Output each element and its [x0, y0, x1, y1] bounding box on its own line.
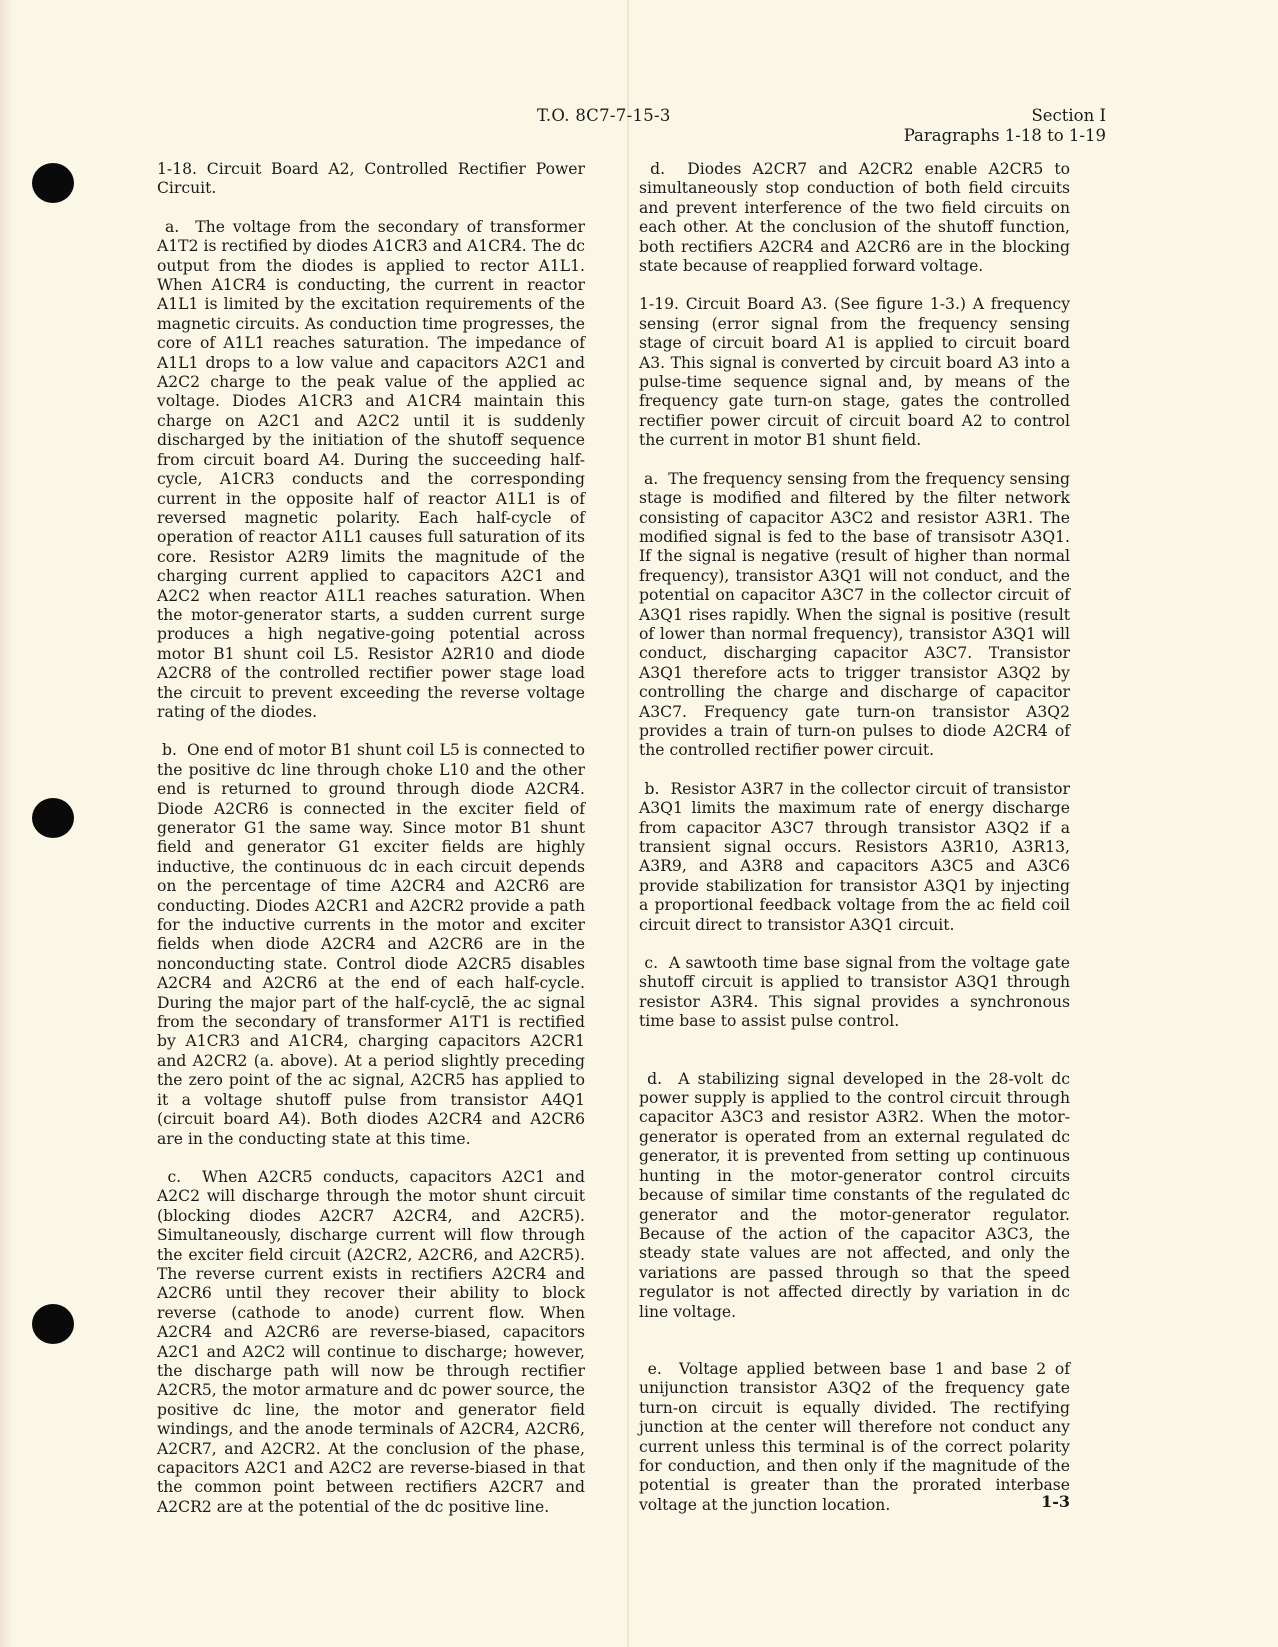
paragraph-text: Voltage applied between base 1 and base 2 of unijunction transistor A3Q2 of the frequency gate turn-on circuit is equally divided. The rectifying junction at the center will therefore not conduct any current unless this terminal is of the correct polarity for conduction, and then only if the magnitude of the potential is greater than the prorated interbase voltage at the junction location. — [639, 1359, 1070, 1514]
paragraph-label: b. — [644, 779, 660, 798]
paragraph-text: One end of motor B1 shunt coil L5 is connected to the positive dc line through choke L10 and the other end is returned to ground through diode A2CR4. Diode A2CR6 is connected in the exciter field of generator G1 the same way. Since motor B1 shunt field and generator G1 exciter fields are highly inductive, the continuous dc in each circuit depends on the percentage of time A2CR4 and A2CR6 are conducting. Diodes A2CR1 and A2CR2 provide a path for the inductive currents in the motor and exciter fields when diode A2CR4 and A2CR6 are in the nonconducting state. Control diode A2CR5 disables A2CR4 and A2CR6 at the end of each half-cycle. During the major part of the half-cyclē, the ac signal from the secondary of transformer A1T1 is rectified by A1CR3 and A1CR4, charging capacitors A2CR1 and A2CR2 (a. above). At a period slightly preceding the zero point of the ac signal, A2CR5 has applied to it a voltage shutoff pulse from transistor A4Q1 (circuit board A4). Both diodes A2CR4 and A2CR6 are in the conducting state at this time. — [157, 741, 586, 1148]
paragraph-label: d. — [650, 160, 666, 178]
right-column — [639, 160, 1070, 1534]
paragraph-1-19-b — [639, 780, 1070, 935]
paragraph-label: a. — [165, 217, 180, 236]
paragraph-text: The frequency sensing from the frequency sensing stage is modified and filtered by the filter network consisting of capacitor A3C2 and resistor A3R1. The modified signal is fed to the base of transisotr A3Q1. If the signal is negative (result of higher than normal frequency), transistor A3Q1 will not conduct, and the potential on capacitor A3C7 in the collector circuit of A3Q1 rises rapidly. When the signal is positive (result of lower than normal frequency), transistor A3Q1 will conduct, discharging capacitor A3C7. Transistor A3Q1 therefore acts to trigger transistor A3Q2 by controlling the charge and discharge of capacitor A3C7. Frequency gate turn-on transistor A3Q2 provides a train of turn-on pulses to diode A2CR4 of the controlled rectifier power circuit. — [639, 469, 1070, 760]
paragraph-1-19-d — [639, 1070, 1070, 1322]
document-number: T.O. 8C7-7-15-3 — [537, 106, 671, 125]
paragraph-heading-1-19 — [639, 295, 1070, 450]
paragraph-text: Diodes A2CR7 and A2CR2 enable A2CR5 to simultaneously stop conduction of both field circuits and prevent interference of the two field circuits on each other. At the conclusion of the shutoff function, both rectifiers A2CR4 and A2CR6 are in the blocking state because of reapplied forward voltage. — [639, 160, 1071, 276]
paragraph-heading-1-18: 1-18. Circuit Board A2, Controlled Rectifier Power Circuit. — [157, 160, 585, 198]
paragraph-label: c. — [167, 1167, 182, 1186]
paragraph-label: c. — [644, 954, 659, 973]
section-header — [904, 106, 1106, 146]
paragraph-1-18-b — [157, 741, 585, 1149]
paragraph-label: d. — [647, 1069, 663, 1088]
paragraphs-range: Paragraphs 1-18 to 1-19 — [903, 126, 1106, 145]
paragraph-label: e. — [647, 1359, 662, 1378]
paragraph-text: When A2CR5 conducts, capacitors A2C1 and A2C2 will discharge through the motor shunt circuit (blocking diodes A2CR7 A2CR4, and A2CR5). Simultaneously, discharge current will flow through the exciter field circuit (A2CR2, A2CR6, and A2CR5). The reverse current exists in rectifiers A2CR4 and A2CR6 until they recover their ability to block reverse (cathode to anode) current flow. When A2CR4 and A2CR6 are reverse-biased, capacitors A2C1 and A2C2 will continue to discharge; however, the discharge path will now be through rectifier A2CR5, the motor armature and dc power source, the positive dc line, the motor and generator field windings, and the anode terminals of A2CR4, A2CR6, A2CR7, and A2CR2. At the conclusion of the phase, capacitors A2C1 and A2C2 are reverse-biased in that the common point between rectifiers A2CR7 and A2CR2 are at the potential of the dc positive line. — [157, 1167, 585, 1516]
punch-hole-icon — [32, 798, 74, 838]
page-edge-shadow — [0, 0, 14, 1647]
paragraph-text: A stabilizing signal developed in the 28-volt dc power supply is applied to the control circuit through capacitor A3C3 and resistor A3R2. When the motor-generator is operated from an external regulated dc generator, it is prevented from setting up continuous hunting in the motor-generator control circuits because of similar time constants of the regulated dc generator and the motor-generator regulator. Because of the action of the capacitor A3C3, the steady state values are not affected, and only the variations are passed through so that the speed regulator is not affected directly by variation in dc line voltage. — [639, 1069, 1070, 1321]
section-heading: 1-19. Circuit Board A3. — [639, 295, 828, 314]
paragraph-text: (See figure 1-3.) A frequency sensing (error signal from the frequency sensing stage of circuit board A1 is applied to circuit board A3. This signal is converted by circuit board A3 into a pulse-time sequence signal and, by means of the frequency gate turn-on stage, gates the controlled rectifier power circuit of circuit board A2 to control the current in motor B1 shunt field. — [639, 295, 1070, 450]
paragraph-1-19-c — [639, 954, 1070, 1032]
punch-hole-icon — [32, 1304, 74, 1344]
paragraph-1-18-c — [157, 1168, 585, 1517]
paragraph-text: A sawtooth time base signal from the voltage gate shutoff circuit is applied to transistor A3Q1 through resistor A3R4. This signal provides a synchronous time base to assist pulse control. — [639, 954, 1070, 1031]
paragraph-text: Resistor A3R7 in the collector circuit of transistor A3Q1 limits the maximum rate of energy discharge from capacitor A3C7 through transistor A3Q2 if a transient signal occurs. Resistors A3R10, A3R13, A3R9, and A3R8 and capacitors A3C5 and A3C6 provide stabilization for transistor A3Q1 by injecting a proportional feedback voltage from the ac field coil circuit direct to transistor A3Q1 circuit. — [639, 779, 1071, 934]
page-number: 1-3 — [1041, 1492, 1070, 1511]
punch-hole-icon — [32, 163, 74, 203]
page-fold-line — [627, 0, 629, 1647]
paragraph-1-18-d — [639, 160, 1070, 276]
paragraph-1-19-e — [639, 1360, 1070, 1515]
left-column — [157, 160, 585, 1536]
paragraph-label: b. — [162, 741, 177, 760]
paragraph-1-19-a — [639, 470, 1070, 761]
paragraph-label: a. — [644, 469, 659, 488]
paragraph-text: The voltage from the secondary of transformer A1T2 is rectified by diodes A1CR3 and A1CR4. The dc output from the diodes is applied to rector A1L1. When A1CR4 is conducting, the current in reactor A1L1 is limited by the excitation requirements of the magnetic circuits. As conduction time progresses, the core of A1L1 reaches saturation. The impedance of A1L1 drops to a low value and capacitors A2C1 and A2C2 charge to the peak value of the applied ac voltage. Diodes A1CR3 and A1CR4 maintain this charge on A2C1 and A2C2 until it is suddenly discharged by the initiation of the shutoff sequence from circuit board A4. During the succeeding half-cycle, A1CR3 conducts and the corresponding current in the opposite half of reactor A1L1 is of reversed magnetic polarity. Each half-cycle of operation of reactor A1L1 causes full saturation of its core. Resistor A2R9 limits the magnitude of the charging current applied to capacitors A2C1 and A2C2 when reactor A1L1 reaches saturation. When the motor-generator starts, a sudden current surge produces a high negative-going potential across motor B1 shunt coil L5. Resistor A2R10 and diode A2CR8 of the controlled rectifier power stage load the circuit to prevent exceeding the reverse voltage rating of the diodes. — [157, 217, 585, 721]
paragraph-1-18-a — [157, 218, 585, 723]
section-label: Section I — [1031, 106, 1106, 125]
